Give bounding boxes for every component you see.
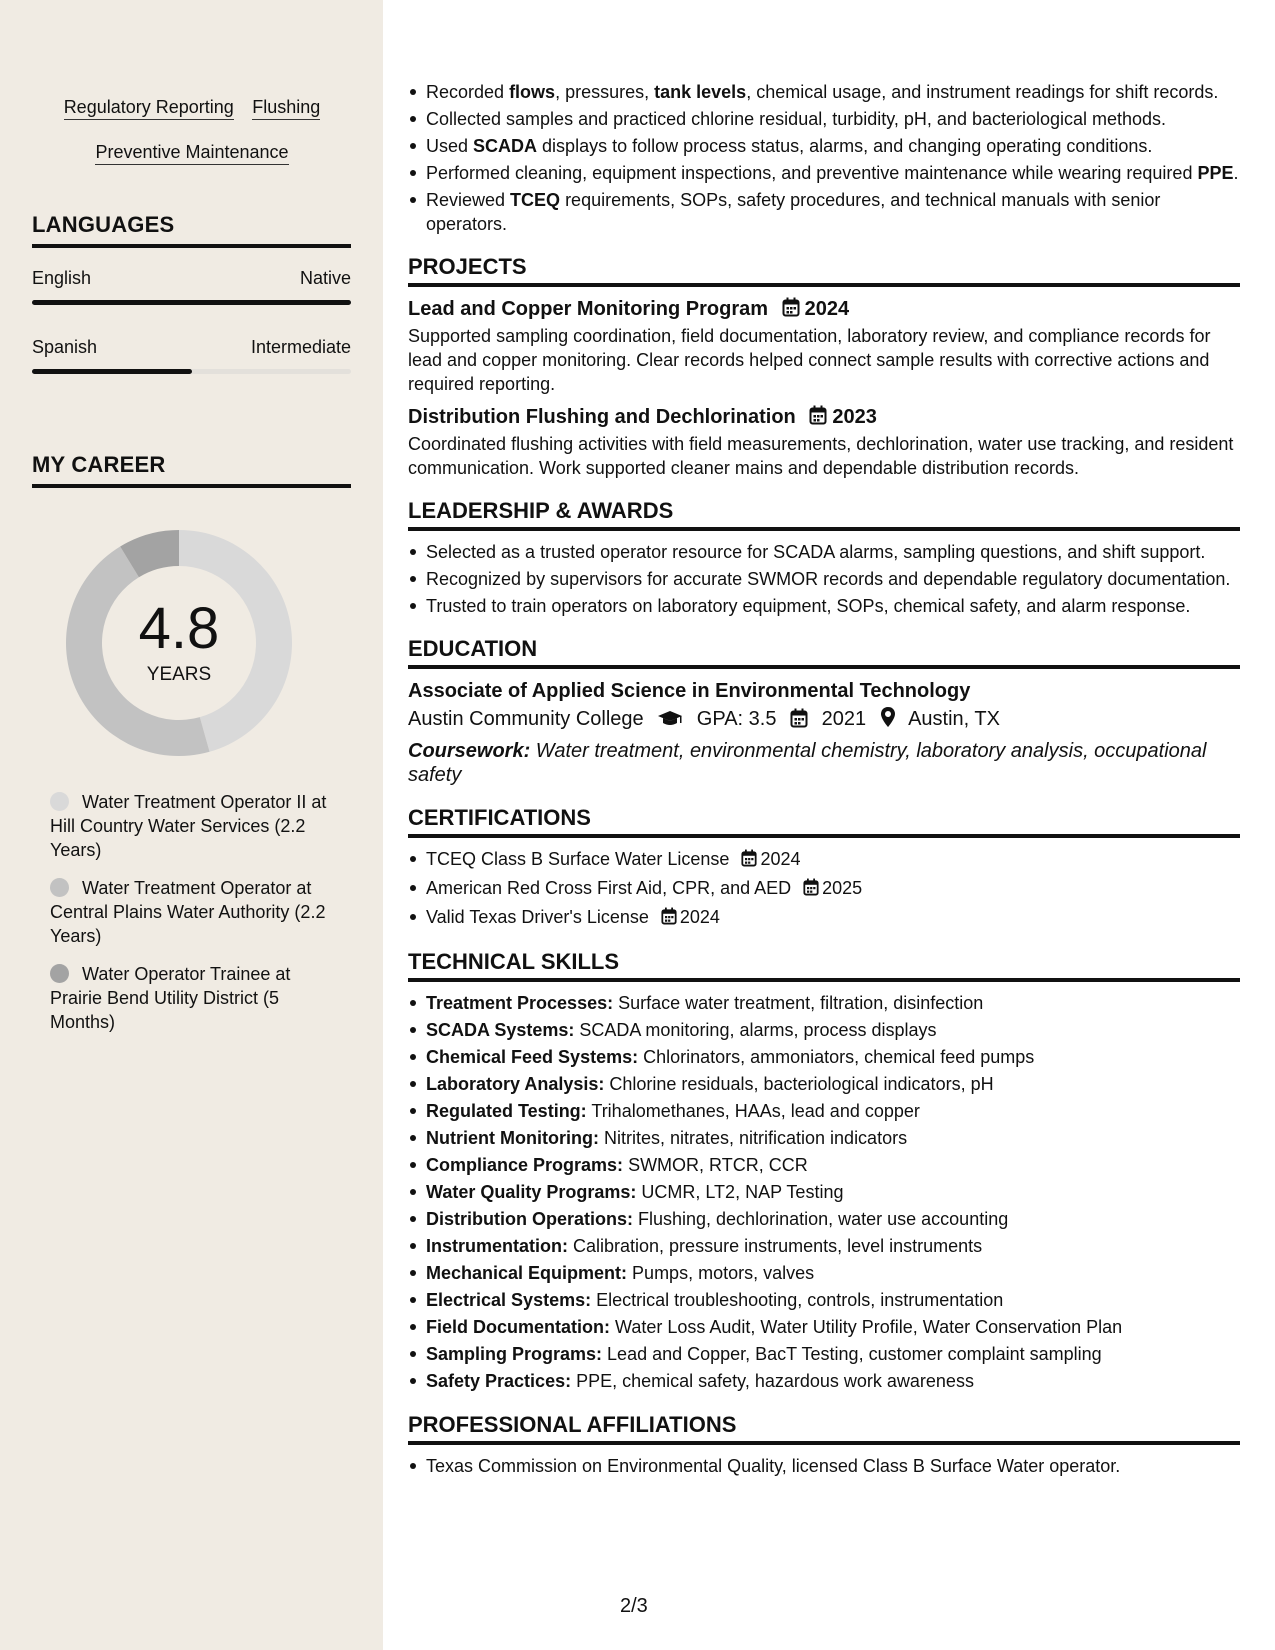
certification-item [426, 876, 1240, 902]
calendar-icon [661, 907, 677, 931]
skill-label: Treatment Processes: [426, 993, 614, 1013]
project-item [408, 296, 1240, 396]
skill-item [426, 991, 1240, 1016]
project-item [408, 404, 1240, 480]
bullet-text: Used [426, 136, 474, 156]
skill-value: Surface water treatment, filtration, disinfection [613, 993, 984, 1013]
skill-value: UCMR, LT2, NAP Testing [636, 1182, 844, 1202]
skill-value: Water Loss Audit, Water Utility Profile, Water Conservation Plan [610, 1317, 1123, 1337]
skill-value: Lead and Copper, BacT Testing, customer complaint sampling [602, 1344, 1102, 1364]
experience-item [426, 188, 1240, 236]
leadership-item: Selected as a trusted operator resource for SCADA alarms, sampling questions, and shift support. [426, 540, 1240, 564]
language-bar [32, 300, 351, 305]
certification-year: 2025 [822, 878, 863, 898]
coursework-label: Coursework: [408, 740, 531, 762]
skill-value: Trihalomethanes, HAAs, lead and copper [586, 1101, 920, 1121]
bullet-text: Collected samples and practiced chlorine residual, turbidity, pH, and bacteriological methods. [426, 109, 1167, 129]
skill-item [426, 1180, 1240, 1205]
bullet-text: displays to follow process status, alarms, and changing operating conditions. [537, 136, 1153, 156]
skill-label: Field Documentation: [426, 1317, 610, 1337]
project-title-row [408, 404, 1240, 432]
project-description: Supported sampling coordination, field documentation, laboratory review, and compliance records for lead and copper monitoring. Clear records helped connect sample results with corrective actions and required reporting. [408, 326, 1211, 394]
certification-name: Valid Texas Driver's License [426, 907, 649, 927]
technical-skills-list [408, 991, 1240, 1394]
language-row [32, 337, 351, 358]
skill-item [426, 1126, 1240, 1151]
skill-label: Laboratory Analysis: [426, 1074, 605, 1094]
bold-keyword: SCADA [473, 136, 538, 156]
skill-label: Mechanical Equipment: [426, 1263, 628, 1283]
bullet-text: . [1233, 163, 1239, 183]
school-location: Austin, TX [908, 708, 1000, 730]
certifications-heading: CERTIFICATIONS [408, 805, 1240, 838]
coursework-text: Water treatment, environmental chemistry, laboratory analysis, occupational safety [408, 740, 1207, 786]
languages-heading: LANGUAGES [32, 212, 351, 248]
certification-item [426, 847, 1240, 873]
skill-tag: Regulatory Reporting [64, 96, 234, 120]
certification-year: 2024 [679, 907, 720, 927]
language-level: Intermediate [250, 337, 351, 357]
skill-value: Nitrites, nitrates, nitrification indicators [598, 1128, 908, 1148]
experience-item [426, 107, 1240, 131]
bold-keyword: PPE [1197, 163, 1234, 183]
main-content [408, 0, 1240, 1650]
technical-skills-heading: TECHNICAL SKILLS [408, 949, 1240, 982]
skill-value: Calibration, pressure instruments, level instruments [568, 1236, 983, 1256]
skill-item [426, 1315, 1240, 1340]
skill-item [426, 1018, 1240, 1043]
sidebar [0, 0, 383, 1650]
leadership-item: Trusted to train operators on laboratory equipment, SOPs, chemical safety, and alarm response. [426, 594, 1240, 618]
career-heading: MY CAREER [32, 452, 351, 488]
bold-keyword: tank levels [654, 82, 747, 102]
school-name: Austin Community College [408, 708, 644, 730]
legend-dot [50, 964, 69, 983]
experience-bullets [408, 80, 1240, 236]
skill-value: Electrical troubleshooting, controls, instrumentation [591, 1290, 1004, 1310]
career-total-unit: YEARS [146, 664, 212, 685]
bold-keyword: flows [509, 82, 556, 102]
skill-item [426, 1207, 1240, 1232]
coursework [408, 739, 1240, 787]
project-year: 2023 [832, 406, 877, 428]
leadership-item: Recognized by supervisors for accurate SWMOR records and dependable regulatory documentation. [426, 567, 1240, 591]
skill-item [426, 1153, 1240, 1178]
certification-name: American Red Cross First Aid, CPR, and AED [426, 878, 792, 898]
skill-item [426, 1261, 1240, 1286]
experience-item [426, 134, 1240, 158]
skill-label: Electrical Systems: [426, 1290, 592, 1310]
skill-value: Flushing, dechlorination, water use accounting [633, 1209, 1009, 1229]
graduation-cap-icon [657, 707, 683, 737]
affiliations-heading: PROFESSIONAL AFFILIATIONS [408, 1412, 1240, 1445]
skill-label: SCADA Systems: [426, 1020, 575, 1040]
skill-item [426, 1072, 1240, 1097]
skill-label: Instrumentation: [426, 1236, 568, 1256]
project-title: Lead and Copper Monitoring Program [408, 298, 769, 320]
language-bar-fill [32, 369, 192, 374]
skill-value: Pumps, motors, valves [627, 1263, 815, 1283]
experience-item [426, 80, 1240, 104]
bullet-text: requirements, SOPs, safety procedures, and technical manuals with senior operators. [426, 190, 1161, 234]
language-level: Native [299, 268, 351, 288]
language-row [32, 268, 351, 289]
certification-year: 2024 [760, 849, 801, 869]
project-title: Distribution Flushing and Dechlorination [408, 406, 796, 428]
skill-label: Water Quality Programs: [426, 1182, 637, 1202]
degree: Associate of Applied Science in Environmental Technology [408, 680, 971, 702]
skill-label: Sampling Programs: [426, 1344, 603, 1364]
career-item [50, 962, 330, 1034]
experience-item [426, 161, 1240, 185]
skill-tag: Flushing [252, 96, 320, 120]
legend-dot [50, 878, 69, 897]
calendar-icon [741, 849, 757, 873]
legend-dot [50, 792, 69, 811]
calendar-icon [790, 707, 808, 737]
project-title-row [408, 296, 1240, 324]
language-name: English [32, 268, 92, 288]
projects-heading: PROJECTS [408, 254, 1240, 287]
affiliations-list [408, 1454, 1240, 1478]
skill-label: Safety Practices: [426, 1371, 572, 1391]
bullet-text: Performed cleaning, equipment inspections, and preventive maintenance while wearing required [426, 163, 1198, 183]
skill-label: Compliance Programs: [426, 1155, 624, 1175]
bullet-text: Reviewed [426, 190, 511, 210]
bullet-text: Recorded [426, 82, 510, 102]
calendar-icon [782, 297, 800, 324]
page-number: 2/3 [620, 1595, 648, 1617]
career-item-text: Water Treatment Operator II at Hill Country Water Services (2.2 Years) [50, 792, 327, 860]
certifications-list [408, 847, 1240, 931]
project-description: Coordinated flushing activities with field measurements, dechlorination, water use tracking, and resident communication. Work supported cleaner mains and dependable distribution records. [408, 434, 1234, 478]
career-item [50, 790, 330, 862]
bold-keyword: TCEQ [510, 190, 561, 210]
skill-tag: Preventive Maintenance [95, 141, 288, 165]
career-item-text: Water Operator Trainee at Prairie Bend Utility District (5 Months) [50, 964, 291, 1032]
skill-value: SCADA monitoring, alarms, process displays [574, 1020, 937, 1040]
bullet-text: , pressures, [555, 82, 655, 102]
graduation-year: 2021 [821, 708, 867, 730]
certification-item [426, 905, 1240, 931]
skill-value: PPE, chemical safety, hazardous work awareness [571, 1371, 974, 1391]
career-item [50, 876, 330, 948]
language-bar-fill [32, 300, 351, 305]
project-year: 2024 [804, 298, 850, 320]
skill-item [426, 1342, 1240, 1367]
career-list [50, 790, 330, 1048]
skill-tags [32, 86, 352, 176]
affiliation-item: Texas Commission on Environmental Quality, licensed Class B Surface Water operator. [426, 1454, 1240, 1478]
education-heading: EDUCATION [408, 636, 1240, 669]
skill-item [426, 1045, 1240, 1070]
gpa: GPA: 3.5 [696, 708, 777, 730]
language-bar [32, 369, 351, 374]
skill-label: Chemical Feed Systems: [426, 1047, 639, 1067]
skill-value: Chlorinators, ammoniators, chemical feed pumps [638, 1047, 1035, 1067]
skill-value: Chlorine residuals, bacteriological indicators, pH [604, 1074, 994, 1094]
calendar-icon [803, 878, 819, 902]
skill-item [426, 1369, 1240, 1394]
bullet-text: , chemical usage, and instrument readings for shift records. [746, 82, 1219, 102]
leadership-heading: LEADERSHIP & AWARDS [408, 498, 1240, 531]
skill-label: Distribution Operations: [426, 1209, 633, 1229]
skill-value: SWMOR, RTCR, CCR [623, 1155, 808, 1175]
career-total-years: 4.8 [138, 596, 220, 661]
skill-label: Nutrient Monitoring: [426, 1128, 599, 1148]
location-pin-icon [880, 706, 896, 737]
education-details [408, 704, 1240, 737]
leadership-list [408, 540, 1240, 618]
calendar-icon [809, 405, 827, 432]
certification-name: TCEQ Class B Surface Water License [426, 849, 730, 869]
skill-label: Regulated Testing: [426, 1101, 587, 1121]
skill-item [426, 1288, 1240, 1313]
skill-item [426, 1099, 1240, 1124]
skill-item [426, 1234, 1240, 1259]
career-item-text: Water Treatment Operator at Central Plains Water Authority (2.2 Years) [50, 878, 326, 946]
language-name: Spanish [32, 337, 98, 357]
